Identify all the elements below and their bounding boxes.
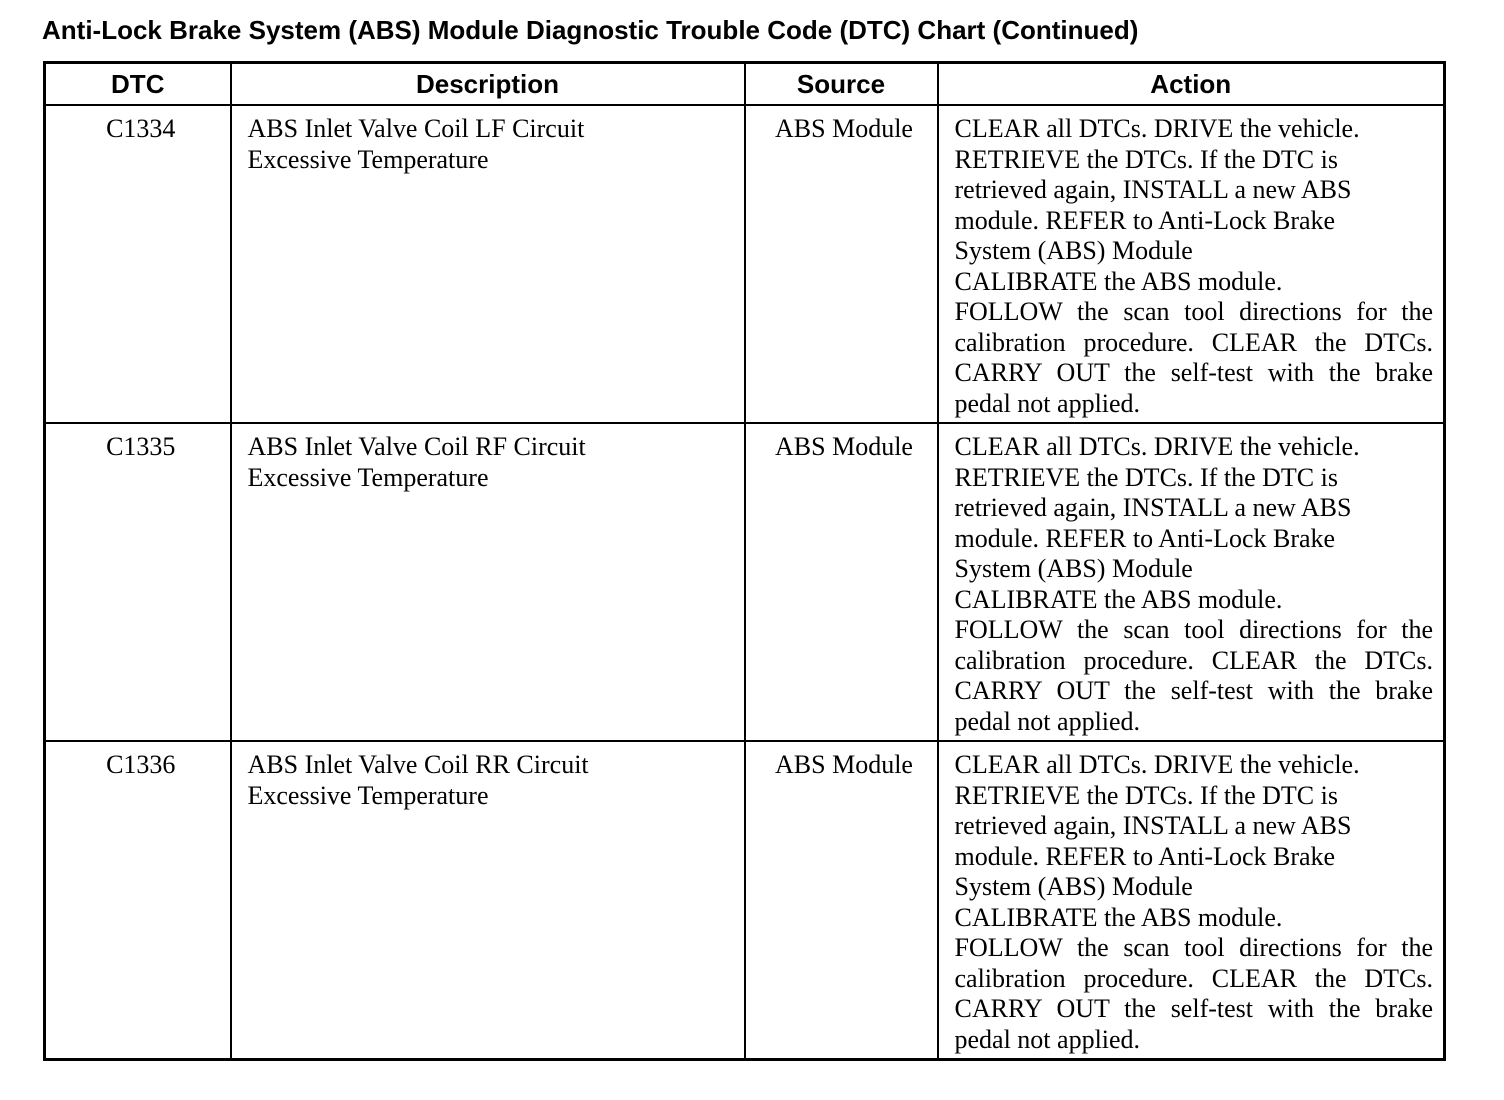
dtc-code-cell: C1335: [45, 423, 231, 741]
description-line: Excessive Temperature: [247, 780, 489, 810]
action-line: CARRY OUT the self-test with the brake: [954, 994, 1433, 1023]
action-line: pedal not applied.: [954, 1024, 1141, 1054]
dtc-code-cell: C1334: [45, 105, 231, 423]
action-line: CLEAR all DTCs. DRIVE the vehicle.: [954, 432, 1360, 461]
description-line: Excessive Temperature: [247, 462, 489, 492]
action-line: FOLLOW the scan tool directions for the: [954, 933, 1433, 962]
description-cell: [231, 741, 745, 1059]
action-line: CLEAR all DTCs. DRIVE the vehicle.: [954, 750, 1360, 779]
source-cell: ABS Module: [745, 741, 938, 1059]
action-cell: [938, 741, 1445, 1059]
action-line: module. REFER to Anti-Lock Brake: [954, 523, 1336, 553]
column-header-dtc: DTC: [45, 63, 231, 106]
action-line: retrieved again, INSTALL a new ABS: [954, 493, 1352, 522]
table-row: [45, 741, 1445, 1059]
description-line: Excessive Temperature: [247, 144, 489, 174]
action-line: retrieved again, INSTALL a new ABS: [954, 811, 1352, 840]
action-line: System (ABS) Module: [954, 554, 1193, 583]
action-line: pedal not applied.: [954, 706, 1141, 736]
source-cell: ABS Module: [745, 105, 938, 423]
table-row: [45, 105, 1445, 423]
action-line: System (ABS) Module: [954, 872, 1193, 901]
description-line: ABS Inlet Valve Coil RF Circuit: [247, 432, 586, 461]
action-cell: [938, 105, 1445, 423]
action-line: RETRIEVE the DTCs. If the DTC is: [954, 462, 1338, 492]
action-line: System (ABS) Module: [954, 236, 1193, 265]
action-line: pedal not applied.: [954, 388, 1141, 418]
page-title: Anti-Lock Brake System (ABS) Module Diagnostic Trouble Code (DTC) Chart (Continued): [42, 15, 1139, 45]
action-line: module. REFER to Anti-Lock Brake: [954, 205, 1336, 235]
action-line: calibration procedure. CLEAR the DTCs.: [954, 963, 1433, 993]
source-cell: ABS Module: [745, 423, 938, 741]
action-line: CALIBRATE the ABS module.: [954, 902, 1283, 932]
description-line: ABS Inlet Valve Coil RR Circuit: [247, 750, 589, 779]
action-line: CALIBRATE the ABS module.: [954, 266, 1283, 296]
description-cell: [231, 105, 745, 423]
table-row: [45, 423, 1445, 741]
action-line: CARRY OUT the self-test with the brake: [954, 676, 1433, 705]
action-line: RETRIEVE the DTCs. If the DTC is: [954, 780, 1338, 810]
dtc-code-cell: C1336: [45, 741, 231, 1059]
action-line: retrieved again, INSTALL a new ABS: [954, 175, 1352, 204]
dtc-chart-table: [43, 61, 1446, 1061]
column-header-source: Source: [745, 63, 938, 106]
column-header-description: Description: [231, 63, 745, 106]
action-line: CLEAR all DTCs. DRIVE the vehicle.: [954, 114, 1360, 143]
action-line: module. REFER to Anti-Lock Brake: [954, 841, 1336, 871]
action-line: calibration procedure. CLEAR the DTCs.: [954, 645, 1433, 675]
table-header-row: [45, 63, 1445, 106]
description-cell: [231, 423, 745, 741]
action-line: CALIBRATE the ABS module.: [954, 584, 1283, 614]
action-cell: [938, 423, 1445, 741]
column-header-action: Action: [938, 63, 1445, 106]
action-line: FOLLOW the scan tool directions for the: [954, 297, 1433, 326]
description-line: ABS Inlet Valve Coil LF Circuit: [247, 114, 585, 143]
action-line: CARRY OUT the self-test with the brake: [954, 358, 1433, 387]
action-line: FOLLOW the scan tool directions for the: [954, 615, 1433, 644]
action-line: calibration procedure. CLEAR the DTCs.: [954, 327, 1433, 357]
action-line: RETRIEVE the DTCs. If the DTC is: [954, 144, 1338, 174]
